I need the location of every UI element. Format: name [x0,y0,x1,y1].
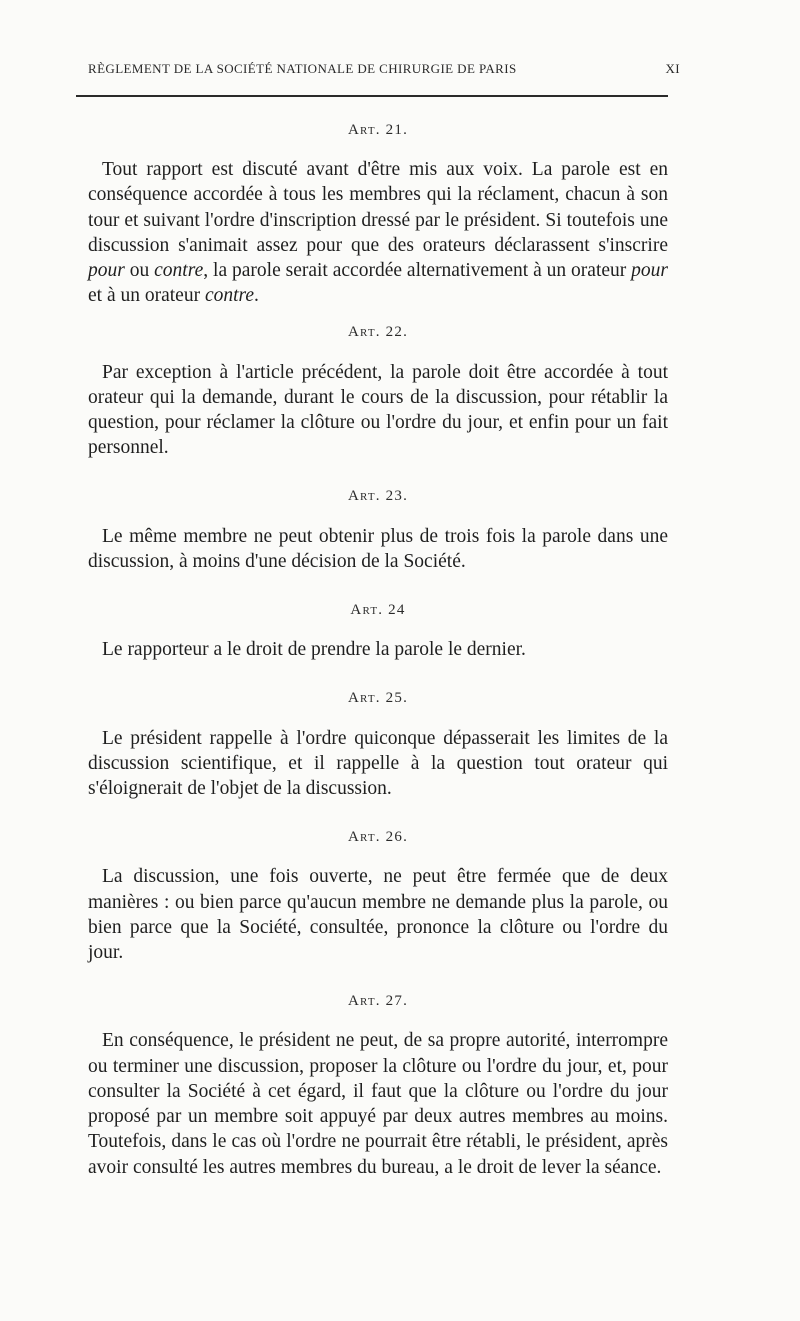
article-text: Le rapporteur a le droit de prendre la parole le dernier. [102,639,526,661]
article-27 [88,989,668,1179]
article-text-part: ou [124,260,155,282]
article-text-part: Tout rapport est discuté avant d'être mis aux voix. La parole est en conséquence accordée à tous les membres qui la réclament, chacun à son tour et suivant l'ordre d'inscription dressé par le président. Si toutefois une discussion s'animait assez pour que des orateurs déclarassent s'inscrire [88,159,668,256]
running-head [88,61,680,77]
article-heading: Art. 26. [347,829,409,846]
article-list [88,110,668,1180]
article-heading: Art. 21. [347,122,409,138]
header-rule [76,95,668,97]
article-text-italic: pour [631,260,669,282]
article-text: Le président rappelle à l'ordre quiconque dépasserait les limites de la discussion scientifique, et il rappelle à la question tout orateur qui s'éloignerait de l'objet de la discussion. [88,727,668,800]
article-text: En conséquence, le président ne peut, de sa propre autorité, interrompre ou terminer une discussion, proposer la clôture ou l'ordre du jour, et, pour consulter la Société à cet égard, il faut que la clôture ou l'ordre du jour proposé par un membre soit appuyé par deux autres membres au moins. Toutefois, dans le cas où l'ordre ne pourrait être rétabli, le président, après avoir consulté les autres membres du bureau, a le droit de lever la séance. [88,1030,668,1178]
article-heading: Art. 25. [347,690,409,707]
article-text-part: et à un orateur [88,285,205,307]
article-text [88,157,668,308]
article-text-part: , la parole serait accordée alternativement à un orateur [203,260,632,282]
article-text-part: . [254,285,259,307]
article-heading: Art. 24 [350,602,406,619]
article-heading: Art. 23. [347,488,409,505]
running-title: RÈGLEMENT DE LA SOCIÉTÉ NATIONALE DE CHIRURGIE DE PARIS [88,61,517,76]
article-heading: Art. 22. [347,324,409,341]
article-24 [88,598,668,662]
article-text-italic: contre [154,260,204,282]
article-heading: Art. 27. [347,993,409,1010]
article-22 [88,320,668,460]
article-text: Par exception à l'article précédent, la parole doit être accordée à tout orateur qui la demande, durant le cours de la discussion, pour rétablir la question, pour réclamer la clôture ou l'ordre du jour, et enfin pour un fait personnel. [88,361,668,459]
article-text: Le même membre ne peut obtenir plus de trois fois la parole dans une discussion, à moins d'une décision de la Société. [88,525,668,572]
article-23 [88,484,668,574]
article-26 [88,825,668,965]
page-number: XI [665,61,680,76]
article-21 [88,118,668,308]
article-text-italic: contre [204,285,255,307]
article-text-italic: pour [88,260,125,282]
article-25 [88,686,668,801]
article-text: La discussion, une fois ouverte, ne peut être fermée que de deux manières : ou bien parce qu'aucun membre ne demande plus la parole, ou bien parce que la Société, consultée, prononce la clôture ou l'ordre du jour. [88,866,668,964]
